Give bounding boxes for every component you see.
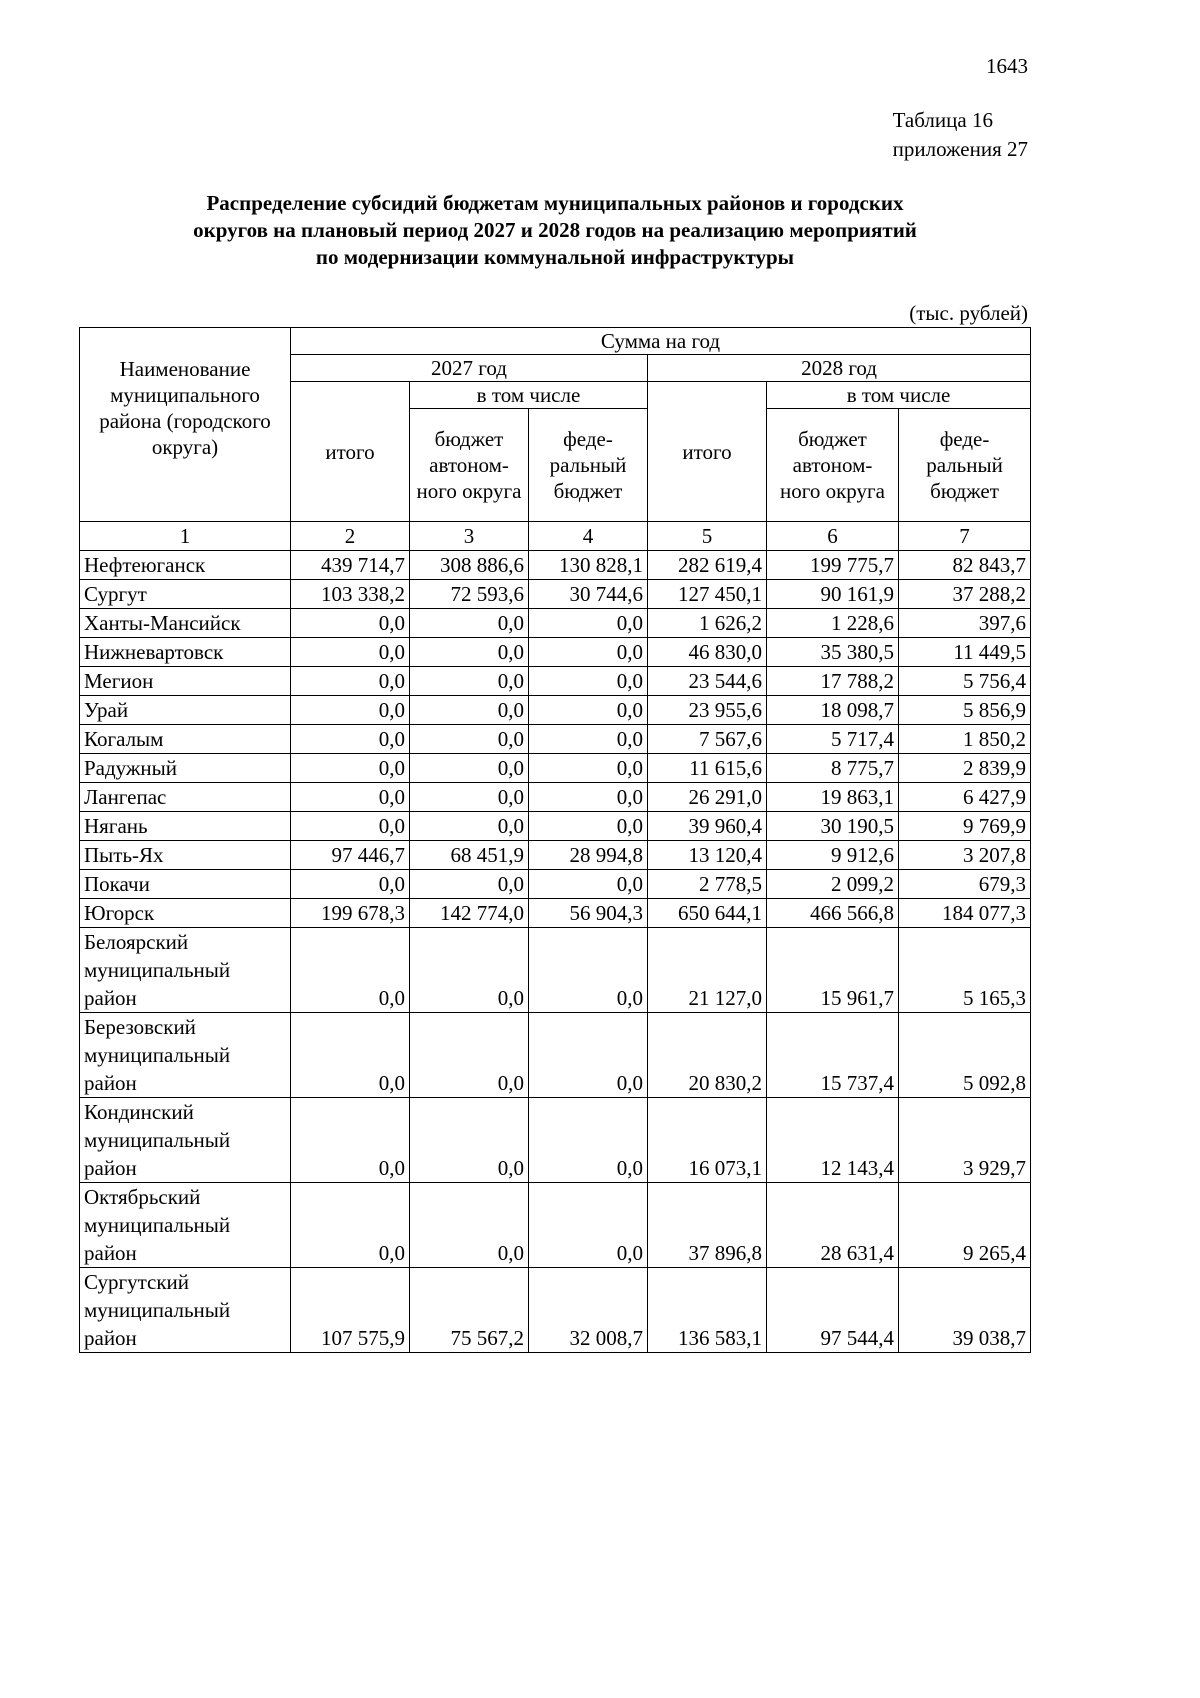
cell-federal-budget-2028: 39 038,7 <box>899 1268 1031 1353</box>
cell-okrug-budget-2028: 19 863,1 <box>767 783 899 812</box>
header-total-2028: итого <box>648 382 767 522</box>
header-including-2027: в том числе <box>410 382 648 409</box>
table-row <box>80 1098 1031 1183</box>
cell-total-2027: 0,0 <box>291 1098 410 1183</box>
header-federal-budget-2027: феде- ральный бюджет <box>529 409 648 522</box>
municipality-name: Когалым <box>80 725 291 754</box>
cell-federal-budget-2028: 184 077,3 <box>899 899 1031 928</box>
table-row <box>80 899 1031 928</box>
cell-federal-budget-2027: 0,0 <box>529 754 648 783</box>
cell-total-2027: 0,0 <box>291 1013 410 1098</box>
municipality-name: Югорск <box>80 899 291 928</box>
cell-total-2027: 97 446,7 <box>291 841 410 870</box>
header-okrug-budget-2027: бюджет автоном- ного округа <box>410 409 529 522</box>
cell-okrug-budget-2028: 5 717,4 <box>767 725 899 754</box>
cell-federal-budget-2027: 0,0 <box>529 725 648 754</box>
cell-okrug-budget-2027: 0,0 <box>410 1098 529 1183</box>
cell-total-2028: 282 619,4 <box>648 551 767 580</box>
cell-federal-budget-2027: 0,0 <box>529 812 648 841</box>
table-row <box>80 580 1031 609</box>
cell-total-2028: 20 830,2 <box>648 1013 767 1098</box>
cell-federal-budget-2027: 0,0 <box>529 1098 648 1183</box>
title-line: по модернизации коммунальной инфраструктуры <box>315 245 795 269</box>
cell-total-2027: 0,0 <box>291 870 410 899</box>
cell-okrug-budget-2028: 90 161,9 <box>767 580 899 609</box>
cell-federal-budget-2027: 0,0 <box>529 870 648 899</box>
cell-federal-budget-2028: 3 929,7 <box>899 1098 1031 1183</box>
column-numbers-row <box>80 522 1031 551</box>
table-body <box>80 551 1031 1353</box>
cell-federal-budget-2028: 5 756,4 <box>899 667 1031 696</box>
table-row <box>80 783 1031 812</box>
cell-total-2028: 1 626,2 <box>648 609 767 638</box>
municipality-name: Нижневартовск <box>80 638 291 667</box>
cell-okrug-budget-2027: 0,0 <box>410 783 529 812</box>
cell-okrug-budget-2027: 68 451,9 <box>410 841 529 870</box>
municipality-name: Сургутский муниципальный район <box>80 1268 291 1353</box>
header-year-2027: 2027 год <box>291 355 648 382</box>
column-number: 4 <box>529 522 648 551</box>
cell-okrug-budget-2027: 0,0 <box>410 696 529 725</box>
cell-okrug-budget-2027: 308 886,6 <box>410 551 529 580</box>
cell-okrug-budget-2028: 35 380,5 <box>767 638 899 667</box>
cell-okrug-budget-2027: 0,0 <box>410 754 529 783</box>
municipality-name: Нягань <box>80 812 291 841</box>
cell-total-2027: 0,0 <box>291 725 410 754</box>
cell-federal-budget-2027: 0,0 <box>529 609 648 638</box>
table-row <box>80 841 1031 870</box>
municipality-name: Пыть-Ях <box>80 841 291 870</box>
cell-total-2027: 0,0 <box>291 783 410 812</box>
cell-total-2028: 26 291,0 <box>648 783 767 812</box>
document-title <box>80 190 1030 271</box>
municipality-name: Мегион <box>80 667 291 696</box>
cell-okrug-budget-2027: 0,0 <box>410 638 529 667</box>
cell-federal-budget-2028: 397,6 <box>899 609 1031 638</box>
cell-federal-budget-2027: 28 994,8 <box>529 841 648 870</box>
municipality-name: Белоярский муниципальный район <box>80 928 291 1013</box>
header-year-2028: 2028 год <box>648 355 1031 382</box>
cell-total-2027: 0,0 <box>291 1183 410 1268</box>
cell-okrug-budget-2028: 8 775,7 <box>767 754 899 783</box>
cell-total-2027: 439 714,7 <box>291 551 410 580</box>
cell-total-2028: 136 583,1 <box>648 1268 767 1353</box>
table-row <box>80 551 1031 580</box>
cell-total-2027: 0,0 <box>291 812 410 841</box>
cell-okrug-budget-2027: 0,0 <box>410 812 529 841</box>
cell-federal-budget-2027: 0,0 <box>529 783 648 812</box>
cell-total-2027: 0,0 <box>291 609 410 638</box>
cell-total-2028: 127 450,1 <box>648 580 767 609</box>
title-line: округов на плановый период 2027 и 2028 годов на реализацию мероприятий <box>193 218 917 242</box>
header-federal-budget-2028: феде- ральный бюджет <box>899 409 1031 522</box>
municipality-name: Радужный <box>80 754 291 783</box>
table-reference <box>893 106 1028 164</box>
column-number: 3 <box>410 522 529 551</box>
cell-federal-budget-2027: 0,0 <box>529 1183 648 1268</box>
column-number: 2 <box>291 522 410 551</box>
cell-federal-budget-2027: 0,0 <box>529 638 648 667</box>
table-row <box>80 754 1031 783</box>
cell-total-2027: 0,0 <box>291 754 410 783</box>
cell-federal-budget-2028: 82 843,7 <box>899 551 1031 580</box>
appendix-reference: приложения 27 <box>892 137 1028 161</box>
header-okrug-budget-2028: бюджет автоном- ного округа <box>767 409 899 522</box>
cell-okrug-budget-2027: 72 593,6 <box>410 580 529 609</box>
cell-total-2028: 23 955,6 <box>648 696 767 725</box>
column-number: 1 <box>80 522 291 551</box>
cell-total-2028: 11 615,6 <box>648 754 767 783</box>
cell-federal-budget-2028: 9 769,9 <box>899 812 1031 841</box>
table-row <box>80 928 1031 1013</box>
cell-okrug-budget-2028: 18 098,7 <box>767 696 899 725</box>
cell-okrug-budget-2028: 12 143,4 <box>767 1098 899 1183</box>
cell-total-2027: 0,0 <box>291 638 410 667</box>
cell-federal-budget-2027: 56 904,3 <box>529 899 648 928</box>
cell-total-2027: 107 575,9 <box>291 1268 410 1353</box>
municipality-name: Кондинский муниципальный район <box>80 1098 291 1183</box>
municipality-name: Лангепас <box>80 783 291 812</box>
cell-okrug-budget-2027: 0,0 <box>410 725 529 754</box>
cell-okrug-budget-2028: 199 775,7 <box>767 551 899 580</box>
cell-okrug-budget-2027: 0,0 <box>410 667 529 696</box>
cell-federal-budget-2028: 2 839,9 <box>899 754 1031 783</box>
cell-okrug-budget-2028: 97 544,4 <box>767 1268 899 1353</box>
table-number: Таблица 16 <box>892 108 993 132</box>
cell-total-2027: 0,0 <box>291 667 410 696</box>
cell-federal-budget-2028: 9 265,4 <box>899 1183 1031 1268</box>
cell-okrug-budget-2028: 17 788,2 <box>767 667 899 696</box>
cell-federal-budget-2028: 3 207,8 <box>899 841 1031 870</box>
cell-federal-budget-2028: 5 165,3 <box>899 928 1031 1013</box>
cell-total-2028: 23 544,6 <box>648 667 767 696</box>
cell-total-2028: 16 073,1 <box>648 1098 767 1183</box>
cell-total-2028: 2 778,5 <box>648 870 767 899</box>
cell-okrug-budget-2028: 466 566,8 <box>767 899 899 928</box>
cell-total-2028: 13 120,4 <box>648 841 767 870</box>
cell-okrug-budget-2028: 15 737,4 <box>767 1013 899 1098</box>
column-number: 7 <box>899 522 1031 551</box>
cell-federal-budget-2027: 0,0 <box>529 928 648 1013</box>
municipality-name: Покачи <box>80 870 291 899</box>
cell-federal-budget-2027: 30 744,6 <box>529 580 648 609</box>
table-row <box>80 696 1031 725</box>
cell-federal-budget-2027: 0,0 <box>529 1013 648 1098</box>
header-municipality-name: Наименование муниципального района (городского округа) <box>80 328 291 522</box>
cell-okrug-budget-2027: 0,0 <box>410 609 529 638</box>
table-row <box>80 638 1031 667</box>
table-row <box>80 1013 1031 1098</box>
column-number: 6 <box>767 522 899 551</box>
cell-okrug-budget-2028: 28 631,4 <box>767 1183 899 1268</box>
cell-okrug-budget-2027: 75 567,2 <box>410 1268 529 1353</box>
municipality-name: Октябрьский муниципальный район <box>80 1183 291 1268</box>
table-row <box>80 667 1031 696</box>
cell-federal-budget-2028: 37 288,2 <box>899 580 1031 609</box>
cell-total-2027: 103 338,2 <box>291 580 410 609</box>
cell-total-2028: 7 567,6 <box>648 725 767 754</box>
cell-total-2028: 650 644,1 <box>648 899 767 928</box>
cell-okrug-budget-2028: 9 912,6 <box>767 841 899 870</box>
header-total-2027: итого <box>291 382 410 522</box>
header-sum-per-year: Сумма на год <box>291 328 1031 355</box>
column-number: 5 <box>648 522 767 551</box>
table-row <box>80 609 1031 638</box>
cell-total-2027: 0,0 <box>291 696 410 725</box>
table-row <box>80 725 1031 754</box>
table-row <box>80 1183 1031 1268</box>
cell-okrug-budget-2028: 30 190,5 <box>767 812 899 841</box>
table-header <box>80 328 1031 551</box>
cell-total-2027: 0,0 <box>291 928 410 1013</box>
cell-okrug-budget-2027: 0,0 <box>410 1183 529 1268</box>
cell-federal-budget-2028: 5 856,9 <box>899 696 1031 725</box>
table-row <box>80 870 1031 899</box>
cell-federal-budget-2028: 6 427,9 <box>899 783 1031 812</box>
cell-okrug-budget-2028: 2 099,2 <box>767 870 899 899</box>
table-row <box>80 812 1031 841</box>
municipality-name: Березовский муниципальный район <box>80 1013 291 1098</box>
municipality-name: Сургут <box>80 580 291 609</box>
cell-okrug-budget-2028: 1 228,6 <box>767 609 899 638</box>
cell-okrug-budget-2027: 0,0 <box>410 1013 529 1098</box>
municipality-name: Нефтеюганск <box>80 551 291 580</box>
cell-federal-budget-2027: 130 828,1 <box>529 551 648 580</box>
table-row <box>80 1268 1031 1353</box>
title-line: Распределение субсидий бюджетам муниципальных районов и городских <box>206 191 904 215</box>
cell-total-2028: 37 896,8 <box>648 1183 767 1268</box>
cell-federal-budget-2027: 0,0 <box>529 696 648 725</box>
cell-federal-budget-2027: 32 008,7 <box>529 1268 648 1353</box>
cell-federal-budget-2028: 679,3 <box>899 870 1031 899</box>
subsidy-table <box>79 327 1031 1353</box>
page-number: 1643 <box>986 54 1028 78</box>
cell-total-2028: 46 830,0 <box>648 638 767 667</box>
cell-total-2028: 39 960,4 <box>648 812 767 841</box>
cell-total-2027: 199 678,3 <box>291 899 410 928</box>
cell-okrug-budget-2027: 0,0 <box>410 928 529 1013</box>
cell-federal-budget-2028: 1 850,2 <box>899 725 1031 754</box>
units-label: (тыс. рублей) <box>909 301 1028 325</box>
cell-federal-budget-2028: 11 449,5 <box>899 638 1031 667</box>
municipality-name: Ханты-Мансийск <box>80 609 291 638</box>
cell-okrug-budget-2028: 15 961,7 <box>767 928 899 1013</box>
cell-okrug-budget-2027: 0,0 <box>410 870 529 899</box>
cell-total-2028: 21 127,0 <box>648 928 767 1013</box>
cell-federal-budget-2027: 0,0 <box>529 667 648 696</box>
cell-federal-budget-2028: 5 092,8 <box>899 1013 1031 1098</box>
municipality-name: Урай <box>80 696 291 725</box>
header-including-2028: в том числе <box>767 382 1031 409</box>
cell-okrug-budget-2027: 142 774,0 <box>410 899 529 928</box>
